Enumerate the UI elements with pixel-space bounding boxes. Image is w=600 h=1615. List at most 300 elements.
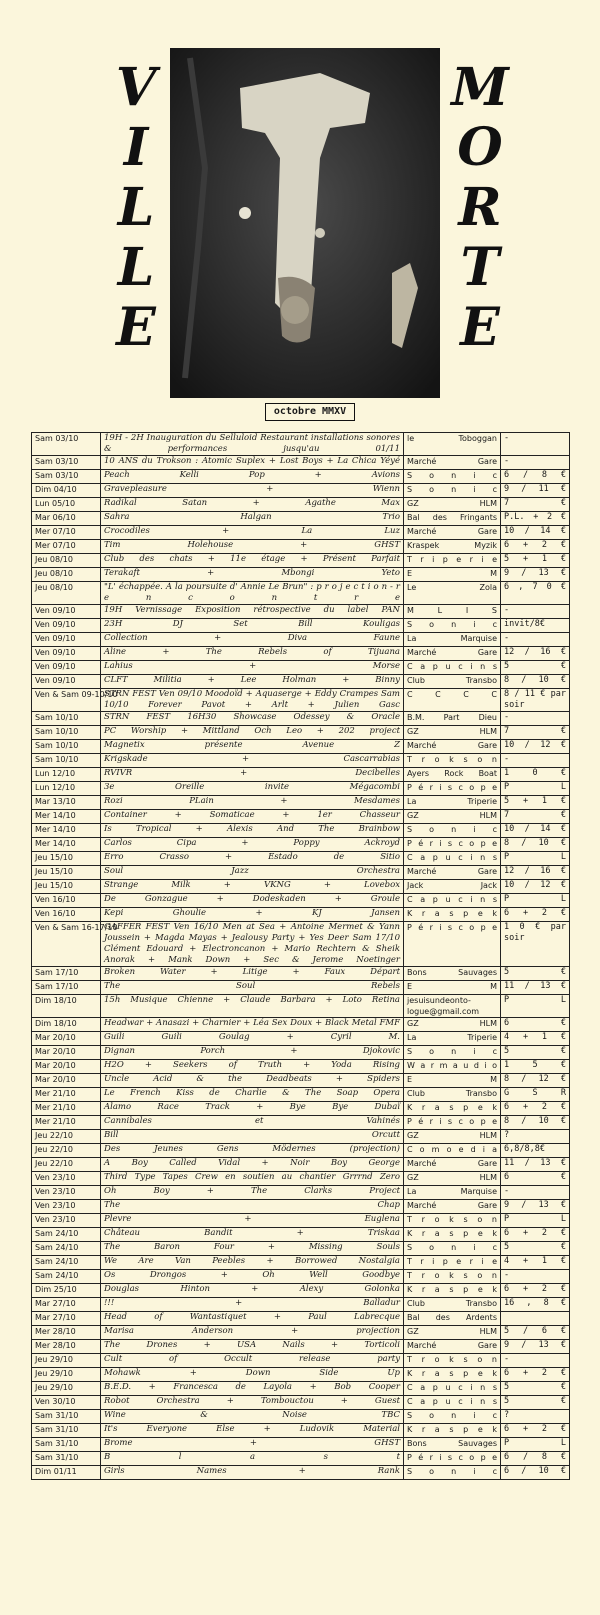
event-venue: Club Transbo	[404, 1088, 501, 1102]
event-venue: La Marquise	[404, 633, 501, 647]
event-price: -	[501, 605, 570, 619]
event-venue: Marché Gare	[404, 1158, 501, 1172]
event-row	[32, 726, 570, 740]
event-row	[32, 754, 570, 768]
event-program: Peach Kelli Pop + Avions	[101, 470, 404, 484]
event-row	[32, 1172, 570, 1186]
event-venue: C a p u c i n s	[404, 1396, 501, 1410]
event-price: 5 €	[501, 1242, 570, 1256]
event-row	[32, 1018, 570, 1032]
event-row	[32, 880, 570, 894]
event-price: 5 €	[501, 1396, 570, 1410]
event-program: !!! + Balladur	[101, 1298, 404, 1312]
event-day: Ven 09/10	[32, 675, 101, 689]
event-price: 7 €	[501, 726, 570, 740]
event-row	[32, 1060, 570, 1074]
event-row	[32, 796, 570, 810]
event-program: We Are Van Peebles + Borrowed Nostalgia	[101, 1256, 404, 1270]
event-row	[32, 1214, 570, 1228]
event-day: Jeu 22/10	[32, 1144, 101, 1158]
event-row	[32, 1284, 570, 1298]
event-venue: C a p u c i n s	[404, 1382, 501, 1396]
event-day: Dim 01/11	[32, 1466, 101, 1480]
event-venue: P é r i s c o p e	[404, 1116, 501, 1130]
event-day: Ven 09/10	[32, 619, 101, 633]
event-program: Is Tropical + Alexis And The Brainbow	[101, 824, 404, 838]
event-row	[32, 1410, 570, 1424]
event-program: 23H DJ Set Bill Kouligas	[101, 619, 404, 633]
event-venue: B.M. Part Dieu	[404, 712, 501, 726]
event-day: Mer 14/10	[32, 824, 101, 838]
event-row	[32, 1466, 570, 1480]
event-program: Rozi PLain + Mesdames	[101, 796, 404, 810]
event-program: Brome + GHST	[101, 1438, 404, 1452]
title-morte-letter: T	[460, 237, 500, 298]
event-day: Sam 10/10	[32, 754, 101, 768]
event-day: Jeu 08/10	[32, 568, 101, 582]
event-row	[32, 1130, 570, 1144]
event-row	[32, 498, 570, 512]
event-venue: Bal des Fringants	[404, 512, 501, 526]
event-program: STRN FEST 16H30 Showcase Odessey & Oracle	[101, 712, 404, 726]
event-price: -	[501, 433, 570, 456]
event-price: P L	[501, 1214, 570, 1228]
event-listing	[31, 432, 570, 1480]
event-venue: P é r i s c o p e	[404, 1452, 501, 1466]
event-price: -	[501, 754, 570, 768]
event-program: Aline + The Rebels of Tijuana	[101, 647, 404, 661]
event-row	[32, 1242, 570, 1256]
event-price: P L	[501, 782, 570, 796]
event-day: Mer 21/10	[32, 1102, 101, 1116]
event-venue: GZ HLM	[404, 810, 501, 824]
event-row	[32, 1200, 570, 1214]
event-price: 9 / 13 €	[501, 1200, 570, 1214]
event-venue: Kraspek Myzik	[404, 540, 501, 554]
event-row	[32, 1102, 570, 1116]
event-row	[32, 1116, 570, 1130]
event-program: Bill Orcutt	[101, 1130, 404, 1144]
event-price: 5 + 1 €	[501, 796, 570, 810]
event-venue: S o n i c	[404, 824, 501, 838]
event-row	[32, 1354, 570, 1368]
event-venue: Bons Sauvages	[404, 1438, 501, 1452]
event-price: 9 / 11 €	[501, 484, 570, 498]
event-row	[32, 740, 570, 754]
event-venue: C C C C	[404, 689, 501, 712]
event-venue: le Toboggan	[404, 433, 501, 456]
event-venue: Le Zola	[404, 582, 501, 605]
event-program: CLFT Militia + Lee Holman + Binny	[101, 675, 404, 689]
event-price: ?	[501, 1130, 570, 1144]
event-program: Tim Holehouse + GHST	[101, 540, 404, 554]
event-row	[32, 1088, 570, 1102]
event-program: B.E.D. + Francesca de Layola + Bob Cooper	[101, 1382, 404, 1396]
event-row	[32, 967, 570, 981]
event-program: Strange Milk + VKNG + Lovebox	[101, 880, 404, 894]
event-day: Ven 23/10	[32, 1186, 101, 1200]
event-venue: Marché Gare	[404, 740, 501, 754]
event-row	[32, 1228, 570, 1242]
event-row	[32, 1032, 570, 1046]
event-row	[32, 866, 570, 880]
event-day: Mar 27/10	[32, 1312, 101, 1326]
event-row	[32, 1452, 570, 1466]
event-row	[32, 1158, 570, 1172]
event-program: The Baron Four + Missing Souls	[101, 1242, 404, 1256]
event-day: Ven 16/10	[32, 908, 101, 922]
event-day: Ven 09/10	[32, 647, 101, 661]
event-price: 12 / 16 €	[501, 866, 570, 880]
event-venue: GZ HLM	[404, 498, 501, 512]
event-day: Ven & Sam 09-10/10	[32, 689, 101, 712]
event-venue: S o n i c	[404, 1046, 501, 1060]
title-ville-letter: V	[115, 57, 157, 118]
event-row	[32, 908, 570, 922]
event-row	[32, 433, 570, 456]
event-day: Sam 03/10	[32, 433, 101, 456]
event-program: Cannibales et Vahinés	[101, 1116, 404, 1130]
event-row	[32, 1438, 570, 1452]
event-venue: K r a s p e k	[404, 908, 501, 922]
event-price: 6 + 2 €	[501, 1102, 570, 1116]
title-morte-letter: E	[460, 297, 500, 358]
event-day: Mer 14/10	[32, 838, 101, 852]
event-row	[32, 852, 570, 866]
event-venue: K r a s p e k	[404, 1368, 501, 1382]
event-row	[32, 675, 570, 689]
event-price: 5 €	[501, 661, 570, 675]
event-day: Jeu 08/10	[32, 582, 101, 605]
event-price: 6 + 2 €	[501, 1368, 570, 1382]
event-price: 5 €	[501, 1046, 570, 1060]
event-venue: La Marquise	[404, 1186, 501, 1200]
event-day: Mar 06/10	[32, 512, 101, 526]
event-price: 6 , 7 0 €	[501, 582, 570, 605]
event-venue: T r o k s o n	[404, 1270, 501, 1284]
event-program: B l a s t	[101, 1452, 404, 1466]
event-price: 6 €	[501, 1172, 570, 1186]
event-day: Sam 24/10	[32, 1270, 101, 1284]
event-price: invit/8€	[501, 619, 570, 633]
event-row	[32, 1270, 570, 1284]
event-program: Carlos Cipa + Poppy Ackroyd	[101, 838, 404, 852]
event-day: Jeu 29/10	[32, 1368, 101, 1382]
event-program: H2O + Seekers of Truth + Yoda Rising	[101, 1060, 404, 1074]
event-price: ?	[501, 1410, 570, 1424]
event-day: Mar 13/10	[32, 796, 101, 810]
event-program: A Boy Called Vidal + Noir Boy George	[101, 1158, 404, 1172]
event-program: Dignan Porch + Djokovic	[101, 1046, 404, 1060]
event-day: Mar 20/10	[32, 1074, 101, 1088]
event-price: P.L. + 2 €	[501, 512, 570, 526]
event-price: P L	[501, 852, 570, 866]
event-row	[32, 838, 570, 852]
event-day: Jeu 29/10	[32, 1354, 101, 1368]
event-row	[32, 1312, 570, 1326]
event-program: 10 ANS du Trokson : Atomic Suplex + Lost Boys + La Chica Yéyé	[101, 456, 404, 470]
event-program: Sahra Halgan Trio	[101, 512, 404, 526]
event-price: 11 / 13 €	[501, 981, 570, 995]
event-price	[501, 1312, 570, 1326]
event-venue: E M	[404, 1074, 501, 1088]
event-row	[32, 1046, 570, 1060]
title-morte-letter: O	[457, 117, 503, 178]
event-venue: Bal des Ardents	[404, 1312, 501, 1326]
event-price: 10 / 12 €	[501, 880, 570, 894]
event-price: 7 €	[501, 498, 570, 512]
event-program: 19H Vernissage Exposition rétrospective du label PAN	[101, 605, 404, 619]
event-row	[32, 456, 570, 470]
event-program: Headwar + Anasazi + Charnier + Léa Sex Doux + Black Metal FMF	[101, 1018, 404, 1032]
event-row	[32, 582, 570, 605]
title-ville-letter: I	[123, 117, 149, 178]
event-day: Sam 03/10	[32, 456, 101, 470]
event-row	[32, 1074, 570, 1088]
event-venue: P é r i s c o p e	[404, 922, 501, 967]
event-day: Mer 21/10	[32, 1116, 101, 1130]
event-day: Mar 20/10	[32, 1046, 101, 1060]
event-venue: K r a s p e k	[404, 1424, 501, 1438]
event-venue: T r o k s o n	[404, 1354, 501, 1368]
event-row	[32, 526, 570, 540]
event-price: 1 0 € par soir	[501, 922, 570, 967]
event-day: Dim 18/10	[32, 995, 101, 1018]
event-venue: S o n i c	[404, 619, 501, 633]
event-venue: C o m o e d i a	[404, 1144, 501, 1158]
event-price: 16 , 8 €	[501, 1298, 570, 1312]
event-day: Jeu 29/10	[32, 1382, 101, 1396]
event-price: G S R	[501, 1088, 570, 1102]
event-price: 10 / 14 €	[501, 824, 570, 838]
event-row	[32, 782, 570, 796]
event-day: Mer 21/10	[32, 1088, 101, 1102]
event-venue: Ayers Rock Boat	[404, 768, 501, 782]
event-venue: La Triperie	[404, 796, 501, 810]
event-venue: GZ HLM	[404, 1130, 501, 1144]
event-row	[32, 633, 570, 647]
event-row	[32, 1368, 570, 1382]
event-price: 5 + 1 €	[501, 554, 570, 568]
event-row	[32, 1382, 570, 1396]
event-day: Lun 05/10	[32, 498, 101, 512]
event-day: Sam 24/10	[32, 1242, 101, 1256]
event-price: 6 + 2 €	[501, 1424, 570, 1438]
event-program: Robot Orchestra + Tombouctou + Guest	[101, 1396, 404, 1410]
event-price: P L	[501, 995, 570, 1018]
event-venue: P é r i s c o p e	[404, 838, 501, 852]
event-venue: S o n i c	[404, 470, 501, 484]
event-row	[32, 1298, 570, 1312]
title-morte-letter: M	[451, 57, 509, 118]
event-program: PC Worship + Mittland Och Leo + 202 project	[101, 726, 404, 740]
event-program: Oh Boy + The Clarks Project	[101, 1186, 404, 1200]
event-venue: La Triperie	[404, 1032, 501, 1046]
event-program: Lahius + Morse	[101, 661, 404, 675]
event-price: 6 / 8 €	[501, 1452, 570, 1466]
event-row	[32, 1326, 570, 1340]
event-row	[32, 605, 570, 619]
event-price: -	[501, 1186, 570, 1200]
event-venue: P é r i s c o p e	[404, 782, 501, 796]
event-price: 8 / 12 €	[501, 1074, 570, 1088]
event-price: 8 / 10 €	[501, 838, 570, 852]
event-venue: C a p u c i n s	[404, 661, 501, 675]
event-program: Soul Jazz Orchestra	[101, 866, 404, 880]
event-program: The Soul Rebels	[101, 981, 404, 995]
event-program: Mohawk + Down Side Up	[101, 1368, 404, 1382]
event-row	[32, 1396, 570, 1410]
event-program: Magnetix présente Avenue Z	[101, 740, 404, 754]
event-program: 15h Musique Chienne + Claude Barbara + Loto Retina	[101, 995, 404, 1018]
event-day: Ven & Sam 16-17/10	[32, 922, 101, 967]
event-venue: Club Transbo	[404, 1298, 501, 1312]
event-day: Ven 23/10	[32, 1172, 101, 1186]
event-program: De Gonzague + Dodeskaden + Groule	[101, 894, 404, 908]
event-price: -	[501, 1270, 570, 1284]
event-venue: Jack Jack	[404, 880, 501, 894]
event-row	[32, 768, 570, 782]
event-price: 6 + 2 €	[501, 1228, 570, 1242]
event-day: Mar 27/10	[32, 1298, 101, 1312]
event-venue: T r i p e r i e	[404, 554, 501, 568]
event-venue: K r a s p e k	[404, 1284, 501, 1298]
event-program: Club des chats + 11e étage + Présent Parfait	[101, 554, 404, 568]
event-day: Dim 18/10	[32, 1018, 101, 1032]
event-row	[32, 824, 570, 838]
event-program: Container + Somaticae + 1er Chasseur	[101, 810, 404, 824]
event-row	[32, 470, 570, 484]
event-venue: Club Transbo	[404, 675, 501, 689]
event-day: Mer 07/10	[32, 526, 101, 540]
event-row	[32, 1340, 570, 1354]
event-row	[32, 1186, 570, 1200]
event-program: Alamo Race Track + Bye Bye Dubaï	[101, 1102, 404, 1116]
event-venue: C a p u c i n s	[404, 852, 501, 866]
event-row	[32, 894, 570, 908]
event-day: Mer 28/10	[32, 1326, 101, 1340]
event-day: Sam 10/10	[32, 726, 101, 740]
event-price: 12 / 16 €	[501, 647, 570, 661]
event-program: Krigskade + Cascarrabias	[101, 754, 404, 768]
event-venue: Marché Gare	[404, 1340, 501, 1354]
event-venue: M L I S	[404, 605, 501, 619]
event-day: Mer 07/10	[32, 540, 101, 554]
event-day: Mar 20/10	[32, 1032, 101, 1046]
event-program: The Chap	[101, 1200, 404, 1214]
event-venue: C a p u c i n s	[404, 894, 501, 908]
event-price: 10 / 14 €	[501, 526, 570, 540]
event-price: 1 5 €	[501, 1060, 570, 1074]
event-program: Terakaft + Mbongi Yeto	[101, 568, 404, 582]
event-price: -	[501, 456, 570, 470]
event-program: Plevre + Euglena	[101, 1214, 404, 1228]
event-row	[32, 995, 570, 1018]
event-row	[32, 689, 570, 712]
event-price: 1 0 €	[501, 768, 570, 782]
event-day: Sam 17/10	[32, 967, 101, 981]
event-program: Cult of Occult release party	[101, 1354, 404, 1368]
event-program: Broken Water + Litige + Faux Départ	[101, 967, 404, 981]
event-day: Ven 09/10	[32, 605, 101, 619]
event-row	[32, 810, 570, 824]
event-program: Third Type Tapes Crew en soutien au chantier Grrrnd Zero	[101, 1172, 404, 1186]
event-row	[32, 484, 570, 498]
event-price: 6 / 10 €	[501, 1466, 570, 1480]
event-venue: GZ HLM	[404, 1326, 501, 1340]
title-ville-letter: L	[117, 237, 155, 298]
event-row	[32, 1144, 570, 1158]
event-venue: Marché Gare	[404, 526, 501, 540]
event-price: 9 / 13 €	[501, 1340, 570, 1354]
event-day: Mer 14/10	[32, 810, 101, 824]
event-day: Lun 12/10	[32, 782, 101, 796]
event-price: 6 / 8 €	[501, 470, 570, 484]
event-venue: S o n i c	[404, 1242, 501, 1256]
event-price: 8 / 10 €	[501, 1116, 570, 1130]
event-venue: S o n i c	[404, 484, 501, 498]
event-program: Radikal Satan + Agathe Max	[101, 498, 404, 512]
event-venue: Marché Gare	[404, 456, 501, 470]
event-day: Sam 31/10	[32, 1438, 101, 1452]
event-row	[32, 1256, 570, 1270]
event-row	[32, 647, 570, 661]
event-program: Uncle Acid & the Deadbeats + Spiders	[101, 1074, 404, 1088]
event-program: Kepi Ghoulie + KJ Jansen	[101, 908, 404, 922]
event-venue: S o n i c	[404, 1410, 501, 1424]
title-morte	[450, 58, 510, 358]
event-day: Mar 20/10	[32, 1060, 101, 1074]
event-day: Dim 04/10	[32, 484, 101, 498]
event-row	[32, 568, 570, 582]
event-day: Ven 16/10	[32, 894, 101, 908]
event-program: The Drones + USA Nails + Torticoli	[101, 1340, 404, 1354]
event-program: Head of Wantastiquet + Paul Labrecque	[101, 1312, 404, 1326]
event-venue: T r o k s o n	[404, 754, 501, 768]
event-program: Crocodiles + La Luz	[101, 526, 404, 540]
event-price: 4 + 1 €	[501, 1256, 570, 1270]
event-price: 4 + 1 €	[501, 1032, 570, 1046]
event-venue: GZ HLM	[404, 726, 501, 740]
event-venue: T r i p e r i e	[404, 1256, 501, 1270]
event-row	[32, 981, 570, 995]
event-day: Ven 30/10	[32, 1396, 101, 1410]
event-day: Mer 28/10	[32, 1340, 101, 1354]
event-price: 6 + 2 €	[501, 540, 570, 554]
title-morte-letter: R	[458, 177, 502, 238]
event-price: 6 €	[501, 1018, 570, 1032]
event-day: Sam 24/10	[32, 1256, 101, 1270]
cover-photo	[170, 48, 440, 398]
event-program: 3e Oreille invite Mégacombi	[101, 782, 404, 796]
event-day: Sam 24/10	[32, 1228, 101, 1242]
event-program: Château Bandit + Triskaa	[101, 1228, 404, 1242]
event-day: Sam 10/10	[32, 740, 101, 754]
event-day: Jeu 15/10	[32, 880, 101, 894]
event-price: 6 + 2 €	[501, 908, 570, 922]
event-venue: Bons Sauvages	[404, 967, 501, 981]
event-venue: Marché Gare	[404, 1200, 501, 1214]
event-day: Jeu 08/10	[32, 554, 101, 568]
event-row	[32, 661, 570, 675]
event-day: Jeu 15/10	[32, 866, 101, 880]
event-venue: GZ HLM	[404, 1172, 501, 1186]
event-venue: Marché Gare	[404, 866, 501, 880]
event-price: 6,8/8,8€	[501, 1144, 570, 1158]
event-program: RVIVR + Decibelles	[101, 768, 404, 782]
event-day: Sam 31/10	[32, 1410, 101, 1424]
event-program: GAFFER FEST Ven 16/10 Men at Sea + Antoine Mermet & Yann Joussein + Magda Mayas + Jealousy Party + Yes Deer Sam 17/10 Clément Edouard + Electroncanon + Mario Rechtern & Sheik Anorak + Mank Down + Sec & Jerome Noetinger	[101, 922, 404, 967]
